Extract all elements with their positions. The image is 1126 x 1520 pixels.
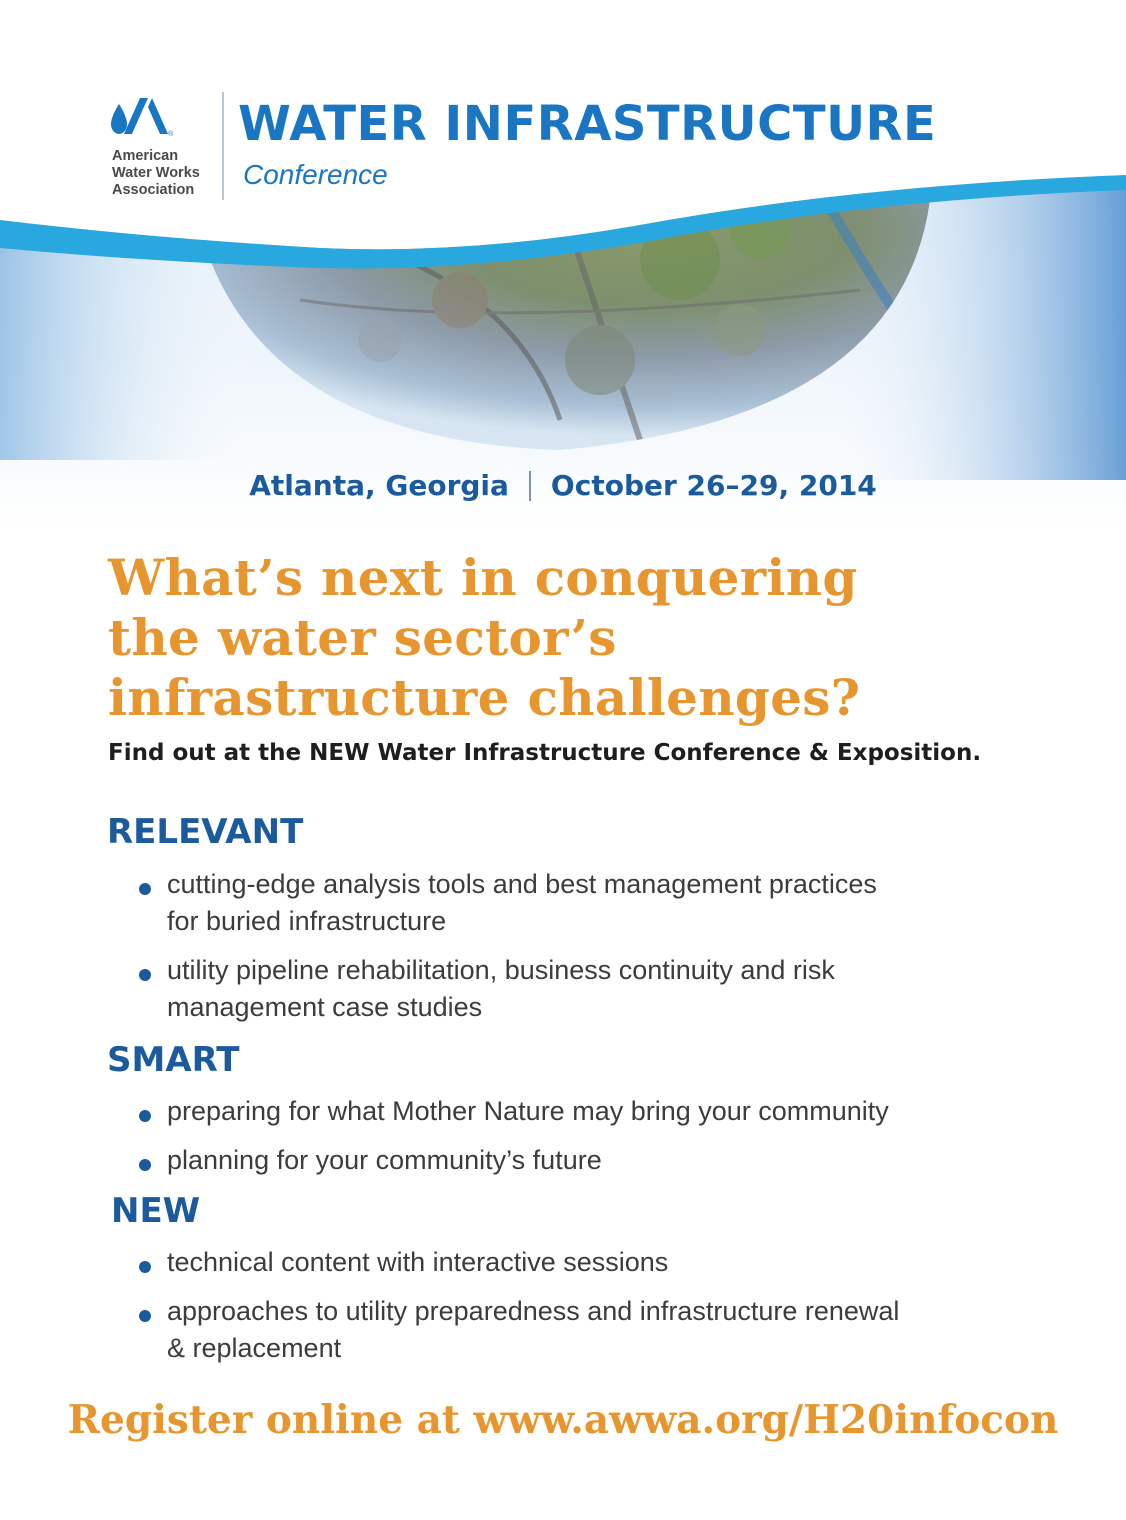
- section-heading-new: NEW: [111, 1191, 201, 1231]
- bullet-icon: [139, 883, 151, 895]
- list-item: [135, 1142, 889, 1179]
- bullet-icon: [139, 1110, 151, 1122]
- conference-title: WATER INFRASTRUCTURE: [238, 96, 937, 152]
- register-cta: Register online at www.awwa.org/H20infocon: [67, 1397, 1059, 1443]
- headline-line-2: the water sector’s: [108, 608, 617, 667]
- bullet-icon: [139, 1261, 151, 1273]
- svg-text:®: ®: [168, 131, 174, 138]
- list-item-text: utility pipeline rehabilitation, business continuity and risk management case studies: [167, 955, 835, 1022]
- list-item: [135, 1244, 899, 1281]
- list-item: [135, 1093, 889, 1130]
- section-list-smart: [135, 1093, 889, 1179]
- event-location: Atlanta, Georgia: [249, 469, 509, 502]
- awwa-water-drop-logo-icon: [110, 94, 180, 140]
- section-list-new: [135, 1244, 899, 1367]
- awwa-logo: [110, 94, 230, 204]
- bullet-icon: [139, 1159, 151, 1171]
- bullet-icon: [139, 969, 151, 981]
- list-item-text: preparing for what Mother Nature may bring your community: [167, 1096, 889, 1126]
- section-list-relevant: [135, 866, 877, 1026]
- list-item-text: approaches to utility preparedness and infrastructure renewal & replacement: [167, 1296, 900, 1363]
- hero-banner: [0, 0, 1126, 540]
- headline-line-3: infrastructure challenges?: [108, 668, 861, 727]
- intro-text: Find out at the NEW Water Infrastructure Conference & Exposition.: [108, 740, 982, 766]
- conference-subtitle: Conference: [243, 159, 388, 190]
- list-item: [135, 866, 877, 940]
- logo-line-3: Association: [112, 182, 195, 198]
- event-details-divider: [529, 471, 531, 501]
- list-item-text: cutting-edge analysis tools and best management practices for buried infrastructure: [167, 869, 877, 936]
- event-details: [0, 469, 1126, 502]
- logo-line-1: American: [112, 148, 179, 164]
- bullet-icon: [139, 1310, 151, 1322]
- aerial-city-fisheye-photo: [0, 0, 1126, 540]
- list-item: [135, 1293, 899, 1367]
- event-dates: October 26–29, 2014: [550, 469, 877, 502]
- awwa-logo-text: [112, 148, 200, 199]
- logo-line-2: Water Works: [112, 165, 200, 181]
- list-item-text: technical content with interactive sessions: [167, 1247, 669, 1277]
- headline: [108, 548, 1038, 728]
- headline-line-1: What’s next in conquering: [108, 548, 858, 607]
- logo-divider: [222, 92, 224, 200]
- section-heading-smart: SMART: [107, 1040, 240, 1080]
- section-heading-relevant: RELEVANT: [107, 812, 304, 852]
- list-item-text: planning for your community’s future: [167, 1145, 602, 1175]
- list-item: [135, 952, 877, 1026]
